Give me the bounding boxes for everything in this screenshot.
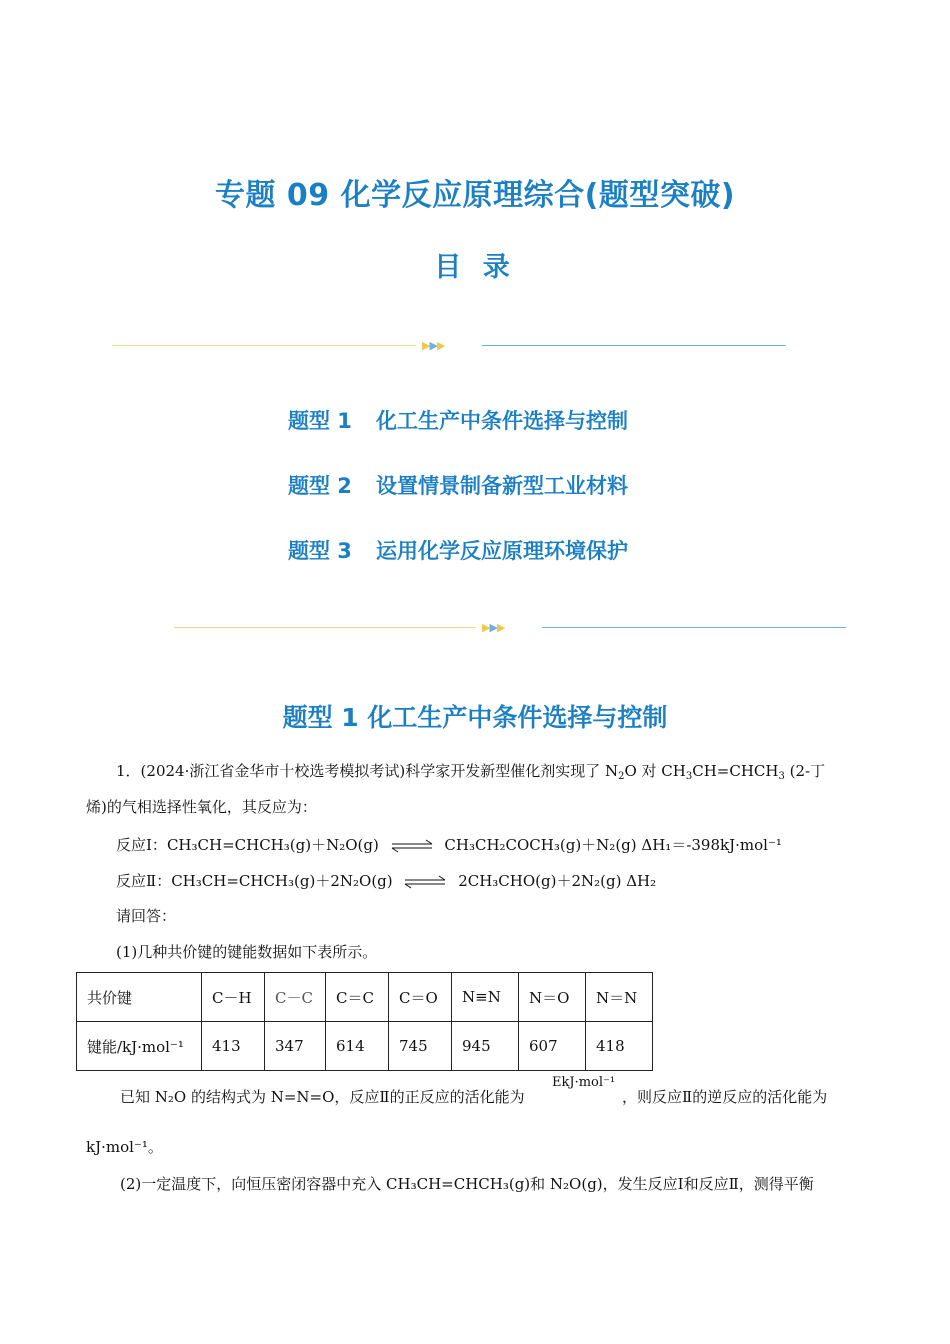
document-title: 专题 09 化学反应原理综合(题型突破): [214, 178, 736, 213]
table-cell: 614: [326, 1022, 389, 1071]
question-intro-line2: 烯)的气相选择性氧化，其反应为：: [86, 798, 317, 816]
reaction-1: 反应Ⅰ：CH₃CH=CHCH₃(g)＋N₂O(g) CH₃CH₂COCH₃(g)＋N₂(g) ΔH₁＝-398kJ·mol⁻¹: [116, 836, 782, 854]
table-row: [77, 1022, 653, 1071]
toc-item-number: 题型 3: [288, 539, 352, 563]
table-cell: 607: [519, 1022, 586, 1071]
table-cell: 347: [265, 1022, 326, 1071]
toc-title: 目 录: [434, 252, 516, 283]
known-condition: 已知 N₂O 的结构式为 N=N=O，反应Ⅱ的正反应的活化能为: [120, 1088, 525, 1106]
table-cell: N＝N: [586, 973, 653, 1022]
table-cell: C＝O: [389, 973, 452, 1022]
toc-item-text: 运用化学反应原理环境保护: [376, 539, 628, 563]
toc-item-text: 设置情景制备新型工业材料: [376, 474, 628, 498]
table-row-head: 键能/kJ·mol⁻¹: [77, 1022, 202, 1071]
table-cell: 745: [389, 1022, 452, 1071]
arrow-decoration-icon: ▶▶▶: [422, 339, 445, 352]
sub-question-2: (2)一定温度下，向恒压密闭容器中充入 CH₃CH=CHCH₃(g)和 N₂O(g)，发生反应Ⅰ和反应Ⅱ，测得平衡: [120, 1175, 814, 1193]
arrow-decoration-icon: ▶▶▶: [482, 621, 505, 634]
section-heading: 题型 1 化工生产中条件选择与控制: [282, 703, 668, 732]
answer-unit: kJ·mol⁻¹。: [86, 1138, 163, 1156]
divider-bottom: [174, 621, 846, 635]
bond-energy-table: [76, 972, 653, 1071]
sub-question-1: (1)几种共价键的键能数据如下表所示。: [116, 943, 378, 961]
table-cell: N＝O: [519, 973, 586, 1022]
table-cell: N≡N: [452, 973, 519, 1022]
divider-top: [112, 339, 786, 353]
table-cell: C＝C: [326, 973, 389, 1022]
activation-energy-unit: EkJ·mol⁻¹: [552, 1075, 616, 1090]
table-row-head: 共价键: [77, 973, 202, 1022]
known-condition-tail: ，则反应Ⅱ的逆反应的活化能为: [622, 1088, 828, 1106]
toc-item-3[interactable]: [288, 535, 628, 565]
toc-item-text: 化工生产中条件选择与控制: [376, 409, 628, 433]
reaction-2: 反应Ⅱ：CH₃CH=CHCH₃(g)＋2N₂O(g) 2CH₃CHO(g)＋2N₂(g) ΔH₂: [116, 872, 657, 890]
table-cell: C－H: [202, 973, 265, 1022]
table-cell: 945: [452, 1022, 519, 1071]
equilibrium-arrow-icon: [403, 875, 447, 889]
ask-label: 请回答：: [116, 907, 177, 925]
table-cell: C－C: [265, 973, 326, 1022]
toc-item-number: 题型 1: [288, 409, 352, 433]
table-cell: 418: [586, 1022, 653, 1071]
table-row: [77, 973, 653, 1022]
question-intro: 1．(2024·浙江省金华市十校选考模拟考试)科学家开发新型催化剂实现了 $N_2O$ 对 $CH_3CH=CHCH_3$ (2-丁: [116, 762, 826, 782]
table-cell: 413: [202, 1022, 265, 1071]
toc-item-number: 题型 2: [288, 474, 352, 498]
toc-item-2[interactable]: [288, 470, 628, 500]
toc-item-1[interactable]: [288, 405, 628, 435]
equilibrium-arrow-icon: [390, 839, 434, 853]
